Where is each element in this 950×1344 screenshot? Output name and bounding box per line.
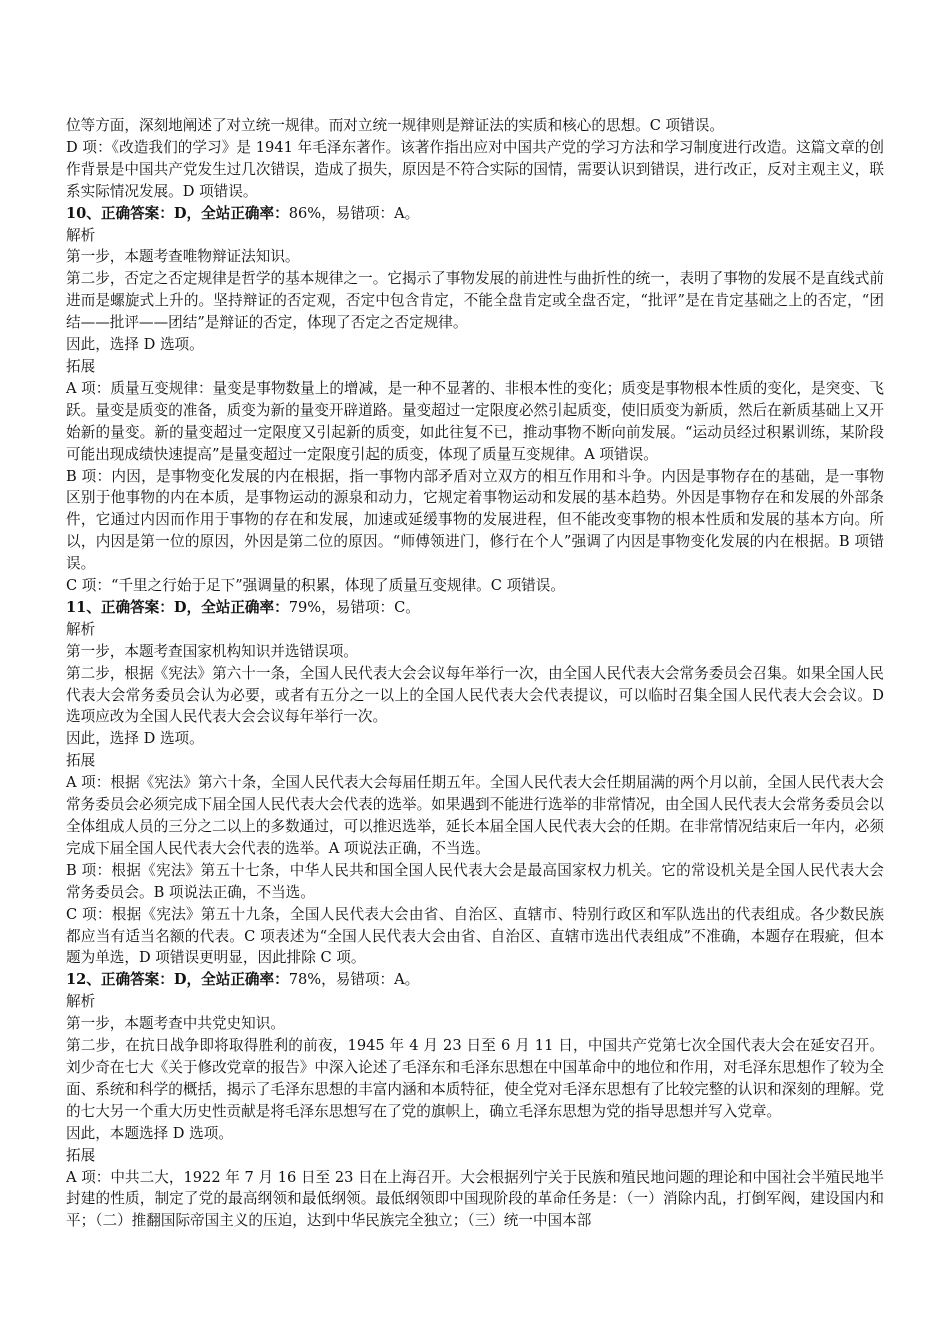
paragraph: A 项：根据《宪法》第六十条，全国人民代表大会每届任期五年。全国人民代表大会任期届满的两个月以前，全国人民代表大会常务委员会必须完成下届全国人民代表大会代表的选举。如果遇到不能进行选举的非常情况，由全国人民代表大会常务委员会以全体组成人员的三分之二以上的多数通过，可以推迟选举，延长本届全国人民代表大会的任期。在非常情况结束后一年内，必须完成下届全国人民代表大会代表的选举。A 项说法正确，不当选。 [66, 774, 884, 857]
answer-line [66, 203, 884, 225]
answer-line [66, 597, 884, 619]
paragraph: 第一步，本题考查中共党史知识。 [66, 1015, 285, 1033]
section-heading-analysis: 解析 [66, 226, 96, 244]
paragraph: A 项：中共二大，1922 年 7 月 16 日至 23 日在上海召开。大会根据列宁关于民族和殖民地问题的理论和中国社会半殖民地半封建的性质，制定了党的最高纲领和最低纲领。最低纲领即中国现阶段的革命任务是：（一）消除内乱，打倒军阀，建设国内和平；（二）推翻国际帝国主义的压迫，达到中华民族完全独立；（三）统一中国本部 [66, 1168, 884, 1230]
paragraph: B 项：根据《宪法》第五十七条，中华人民共和国全国人民代表大会是最高国家权力机关。它的常设机关是全国人民代表大会常务委员会。B 项说法正确，不当选。 [66, 861, 884, 901]
document-page [66, 115, 884, 1232]
paragraph: 因此，选择 D 选项。 [66, 730, 204, 748]
section-heading-analysis: 解析 [66, 993, 96, 1011]
paragraph: 因此，本题选择 D 选项。 [66, 1124, 233, 1142]
paragraph: 第一步，本题考查国家机构知识并选错误项。 [66, 642, 358, 660]
answer-label: 12、正确答案： [66, 971, 174, 989]
rate-label: 全站正确率： [201, 204, 289, 222]
rate-label: 全站正确率： [201, 598, 289, 616]
answer-value: D， [173, 204, 202, 222]
answer-value: D， [173, 598, 202, 616]
rate-and-error-text: 78%，易错项：A。 [288, 971, 420, 989]
paragraph: B 项：内因，是事物变化发展的内在根据，指一事物内部矛盾对立双方的相互作用和斗争。内因是事物存在的基础，是一事物区别于他事物的内在本质，是事物运动的源泉和动力，它规定着事物运动和发展的基本趋势。外因是事物存在和发展的外部条件，它通过内因而作用于事物的存在和发展，加速或延缓事物的发展进程，但不能改变事物的根本性质和发展的基本方向。所以，内因是第一位的原因，外因是第二位的原因。“师傅领进门，修行在个人”强调了内因是事物变化发展的内在根据。B 项错误。 [66, 467, 884, 573]
paragraph: 因此，选择 D 选项。 [66, 336, 204, 354]
paragraph: 第一步，本题考查唯物辩证法知识。 [66, 248, 300, 266]
answer-value: D， [173, 971, 202, 989]
answer-label: 11、正确答案： [66, 598, 174, 616]
section-heading-extension: 拓展 [66, 357, 96, 375]
section-heading-analysis: 解析 [66, 620, 96, 638]
rate-and-error-text: 86%，易错项：A。 [288, 204, 420, 222]
paragraph: 第二步，根据《宪法》第六十一条，全国人民代表大会会议每年举行一次，由全国人民代表大会常务委员会召集。如果全国人民代表大会常务委员会认为必要，或者有五分之一以上的全国人民代表大会代表提议，可以临时召集全国人民代表大会会议。D 选项应改为全国人民代表大会会议每年举行一次。 [66, 664, 884, 726]
paragraph: A 项：质量互变规律：量变是事物数量上的增减，是一种不显著的、非根本性的变化；质变是事物根本性质的变化，是突变、飞跃。量变是质变的准备，质变为新的量变开辟道路。量变超过一定限度必然引起质变，使旧质变为新质，然后在新质基础上又开始新的量变。新的量变超过一定限度又引起新的质变，如此往复不已，推动事物不断向前发展。“运动员经过积累训练，某阶段可能出现成绩快速提高”是量变超过一定限度引起的质变，体现了质量互变规律。A 项错误。 [66, 379, 884, 463]
paragraph: C 项：根据《宪法》第五十九条，全国人民代表大会由省、自治区、直辖市、特别行政区和军队选出的代表组成。各少数民族都应当有适当名额的代表。C 项表述为“全国人民代表大会由省、自治区、直辖市选出代表组成”不准确，本题存在瑕疵，但本题为单选，D 项错误更明显，因此排除 C 项。 [66, 905, 884, 967]
answer-line [66, 969, 884, 991]
paragraph: C 项：“千里之行始于足下”强调量的积累，体现了质量互变规律。C 项错误。 [66, 577, 565, 595]
section-heading-extension: 拓展 [66, 752, 96, 770]
paragraph: 第二步，否定之否定规律是哲学的基本规律之一。它揭示了事物发展的前进性与曲折性的统一，表明了事物的发展不是直线式前进而是螺旋式上升的。坚持辩证的否定观，否定中包含肯定，不能全盘肯定或全盘否定，“批评”是在肯定基础之上的否定，“团结——批评——团结”是辩证的否定，体现了否定之否定规律。 [66, 270, 884, 332]
answer-label: 10、正确答案： [66, 204, 174, 222]
paragraph: 第二步，在抗日战争即将取得胜利的前夜，1945 年 4 月 23 日至 6 月 11 日，中国共产党第七次全国代表大会在延安召开。刘少奇在七大《关于修改党章的报告》中深入论述了毛泽东和毛泽东思想在中国革命中的地位和作用，对毛泽东思想作了较为全面、系统和科学的概括，揭示了毛泽东思想的丰富内涵和本质特征，使全党对毛泽东思想有了比较完整的认识和深刻的理解。党的七大另一个重大历史性贡献是将毛泽东思想写在了党的旗帜上，确立毛泽东思想为党的指导思想并写入党章。 [66, 1037, 884, 1120]
rate-and-error-text: 79%，易错项：C。 [288, 598, 420, 616]
paragraph: D 项：《改造我们的学习》是 1941 年毛泽东著作。该著作指出应对中国共产党的学习方法和学习制度进行改造。这篇文章的创作背景是中国共产党发生过几次错误，造成了损失，原因是不符合实际的国情，需要认识到错误，进行改正，反对主观主义，联系实际情况发展。D 项错误。 [66, 138, 884, 200]
section-heading-extension: 拓展 [66, 1146, 96, 1164]
rate-label: 全站正确率： [201, 971, 289, 989]
paragraph: 位等方面，深刻地阐述了对立统一规律。而对立统一规律则是辩证法的实质和核心的思想。C 项错误。 [66, 117, 724, 134]
